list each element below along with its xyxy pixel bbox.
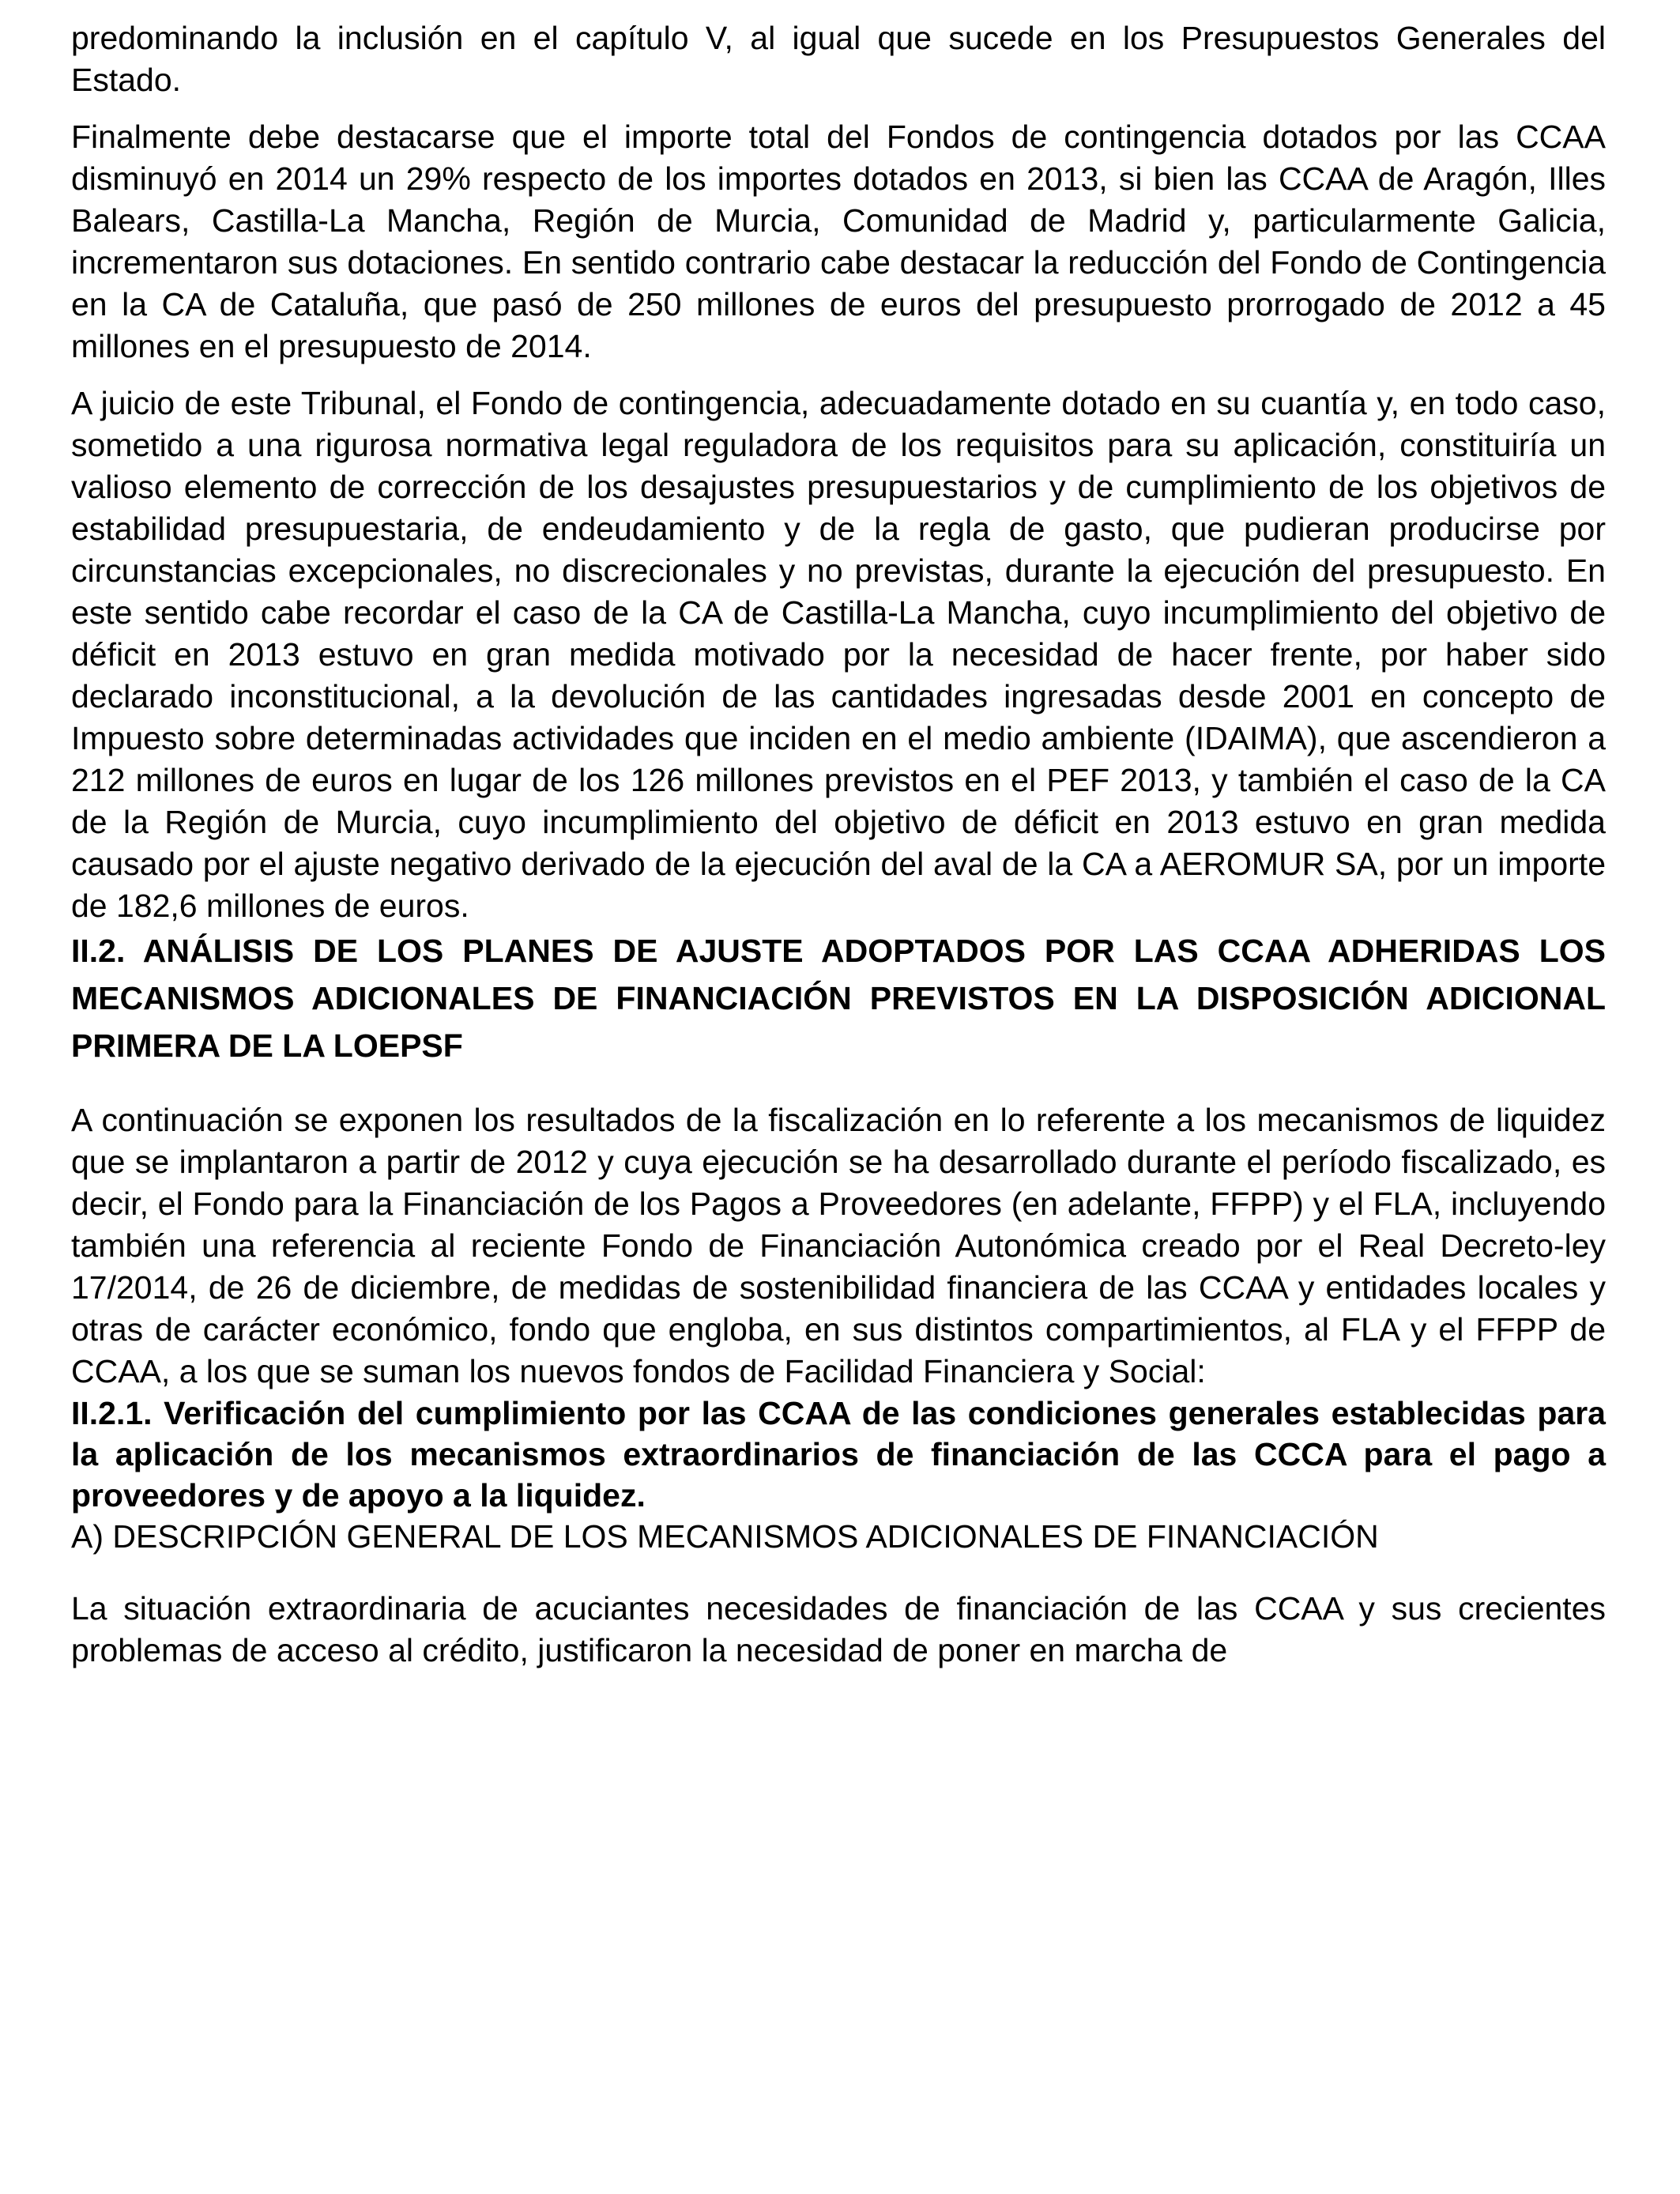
paragraph-2: Finalmente debe destacarse que el importe total del Fondos de contingencia dotados por las CCAA disminuyó en 2014 un 29% respecto de los importes dotados en 2013, si bien las CCAA de Aragón, Illes Balears, Castilla-La Mancha, Región de Murcia, Comunidad de Madrid y, particularmente Galicia, incrementaron sus dotaciones. En sentido contrario cabe destacar la reducción del Fondo de Contingencia en la CA de Cataluña, que pasó de 250 millones de euros del presupuesto prorrogado de 2012 a 45 millones en el presupuesto de 2014. — [71, 119, 1606, 364]
paragraph-5: La situación extraordinaria de acuciantes necesidades de financiación de las CCAA y sus crecientes problemas de acceso al crédito, justificaron la necesidad de poner en marcha de — [71, 1590, 1606, 1668]
paragraph-3: A juicio de este Tribunal, el Fondo de contingencia, adecuadamente dotado en su cuantía y, en todo caso, sometido a una rigurosa normativa legal reguladora de los requisitos para su aplicación, constituiría un valioso elemento de corrección de los desajustes presupuestarios y de cumplimiento de los objetivos de estabilidad presupuestaria, de endeudamiento y de la regla de gasto, que pudieran producirse por circunstancias excepcionales, no discrecionales y no previstas, durante la ejecución del presupuesto. En este sentido cabe recordar el caso de la CA de Castilla-La Mancha, cuyo incumplimiento del objetivo de déficit en 2013 estuvo en gran medida motivado por la necesidad de hacer frente, por haber sido declarado inconstitucional, a la devolución de las cantidades ingresadas desde 2001 en concepto de Impuesto sobre determinadas actividades que inciden en el medio ambiente (IDAIMA), que ascendieron a 212 millones de euros en lugar de los 126 millones previstos en el PEF 2013, y también el caso de la CA de la Región de Murcia, cuyo incumplimiento del objetivo de déficit en 2013 estuvo en gran medida causado por el ajuste negativo derivado de la ejecución del aval de la CA a AEROMUR SA, por un importe de 182,6 millones de euros. — [71, 385, 1606, 924]
section-heading: II.2. ANÁLISIS DE LOS PLANES DE AJUSTE ADOPTADOS POR LAS CCAA ADHERIDAS LOS MECANISMOS ADICIONALES DE FINANCIACIÓN PREVISTOS EN LA DISPOSICIÓN ADICIONAL PRIMERA DE LA LOEPSF — [71, 933, 1606, 1064]
subsection-heading: II.2.1. Verificación del cumplimiento por las CCAA de las condiciones generales establecidas para la aplicación de los mecanismos extraordinarios de financiación de las CCCA para el pago a proveedores y de apoyo a la liquidez. — [71, 1395, 1606, 1514]
part-a-title: A) DESCRIPCIÓN GENERAL DE LOS MECANISMOS ADICIONALES DE FINANCIACIÓN — [71, 1518, 1379, 1555]
document-page — [71, 17, 1606, 1672]
paragraph-1: predominando la inclusión en el capítulo V, al igual que sucede en los Presupuestos Generales del Estado. — [71, 20, 1606, 98]
paragraph-4: A continuación se exponen los resultados de la fiscalización en lo referente a los mecanismos de liquidez que se implantaron a partir de 2012 y cuya ejecución se ha desarrollado durante el período fiscalizado, es decir, el Fondo para la Financiación de los Pagos a Proveedores (en adelante, FFPP) y el FLA, incluyendo también una referencia al reciente Fondo de Financiación Autonómica creado por el Real Decreto-ley 17/2014, de 26 de diciembre, de medidas de sostenibilidad financiera de las CCAA y entidades locales y otras de carácter económico, fondo que engloba, en sus distintos compartimientos, al FLA y el FFPP de CCAA, a los que se suman los nuevos fondos de Facilidad Financiera y Social: — [71, 1102, 1606, 1389]
